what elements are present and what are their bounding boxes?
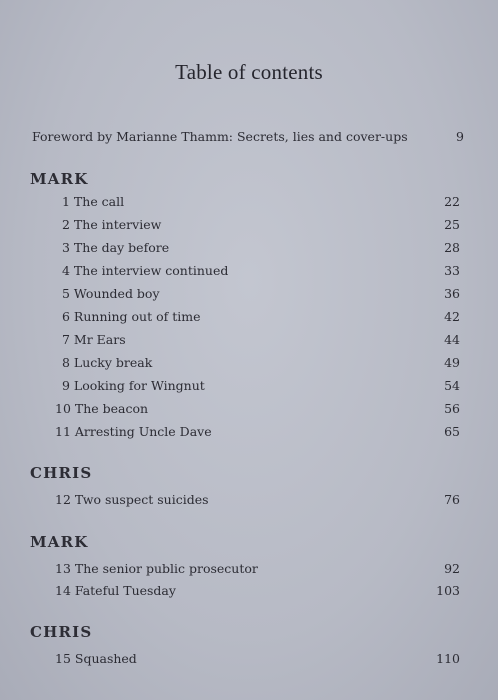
entry-page: 28 [444,240,460,255]
entry-page: 103 [436,583,460,598]
entry-label: 10 The beacon [55,401,149,416]
entry-label: 8 Lucky break [62,355,153,370]
entry-label: 15 Squashed [55,651,137,666]
entry-label: 9 Looking for Wingnut [62,378,205,393]
toc-entry [62,285,460,303]
toc-entry [55,423,460,441]
entry-page: 56 [444,401,460,416]
entry-label: 12 Two suspect suicides [55,492,209,507]
toc-entry [62,193,460,211]
page-title: Table of contents [175,60,323,84]
foreword-label: Foreword by Marianne Thamm: Secrets, lies and cover-ups [32,129,408,144]
section-heading-chris: CHRIS [30,623,93,641]
toc-entry [55,650,460,668]
toc-entry [62,262,460,280]
section-heading-mark: MARK [30,533,89,551]
entry-page: 36 [444,286,460,301]
foreword-entry [32,128,464,146]
entry-page: 92 [444,561,460,576]
foreword-page: 9 [456,129,464,144]
entry-page: 65 [444,424,460,439]
entry-page: 22 [444,194,460,209]
toc-entry [62,239,460,257]
toc-entry [62,354,460,372]
toc-entry [62,331,460,349]
section-heading-chris: CHRIS [30,464,93,482]
entry-page: 54 [444,378,460,393]
toc-entry [62,308,460,326]
entry-label: 13 The senior public prosecutor [55,561,258,576]
section-heading-mark: MARK [30,170,89,188]
entry-page: 110 [436,651,460,666]
toc-entry [55,560,460,578]
entry-page: 33 [444,263,460,278]
toc-entry [62,377,460,395]
entry-label: 6 Running out of time [62,309,201,324]
entry-label: 7 Mr Ears [62,332,126,347]
entry-label: 5 Wounded boy [62,286,160,301]
toc-entry [62,216,460,234]
entry-label: 14 Fateful Tuesday [55,583,176,598]
entry-page: 76 [444,492,460,507]
toc-entry [55,400,460,418]
entry-label: 1 The call [62,194,125,209]
entry-label: 3 The day before [62,240,170,255]
toc-entry [55,491,460,509]
toc-entry [55,582,460,600]
entry-page: 42 [444,309,460,324]
entry-label: 2 The interview [62,217,162,232]
entry-label: 11 Arresting Uncle Dave [55,424,212,439]
entry-page: 49 [444,355,460,370]
entry-label: 4 The interview continued [62,263,229,278]
entry-page: 25 [444,217,460,232]
entry-page: 44 [444,332,460,347]
